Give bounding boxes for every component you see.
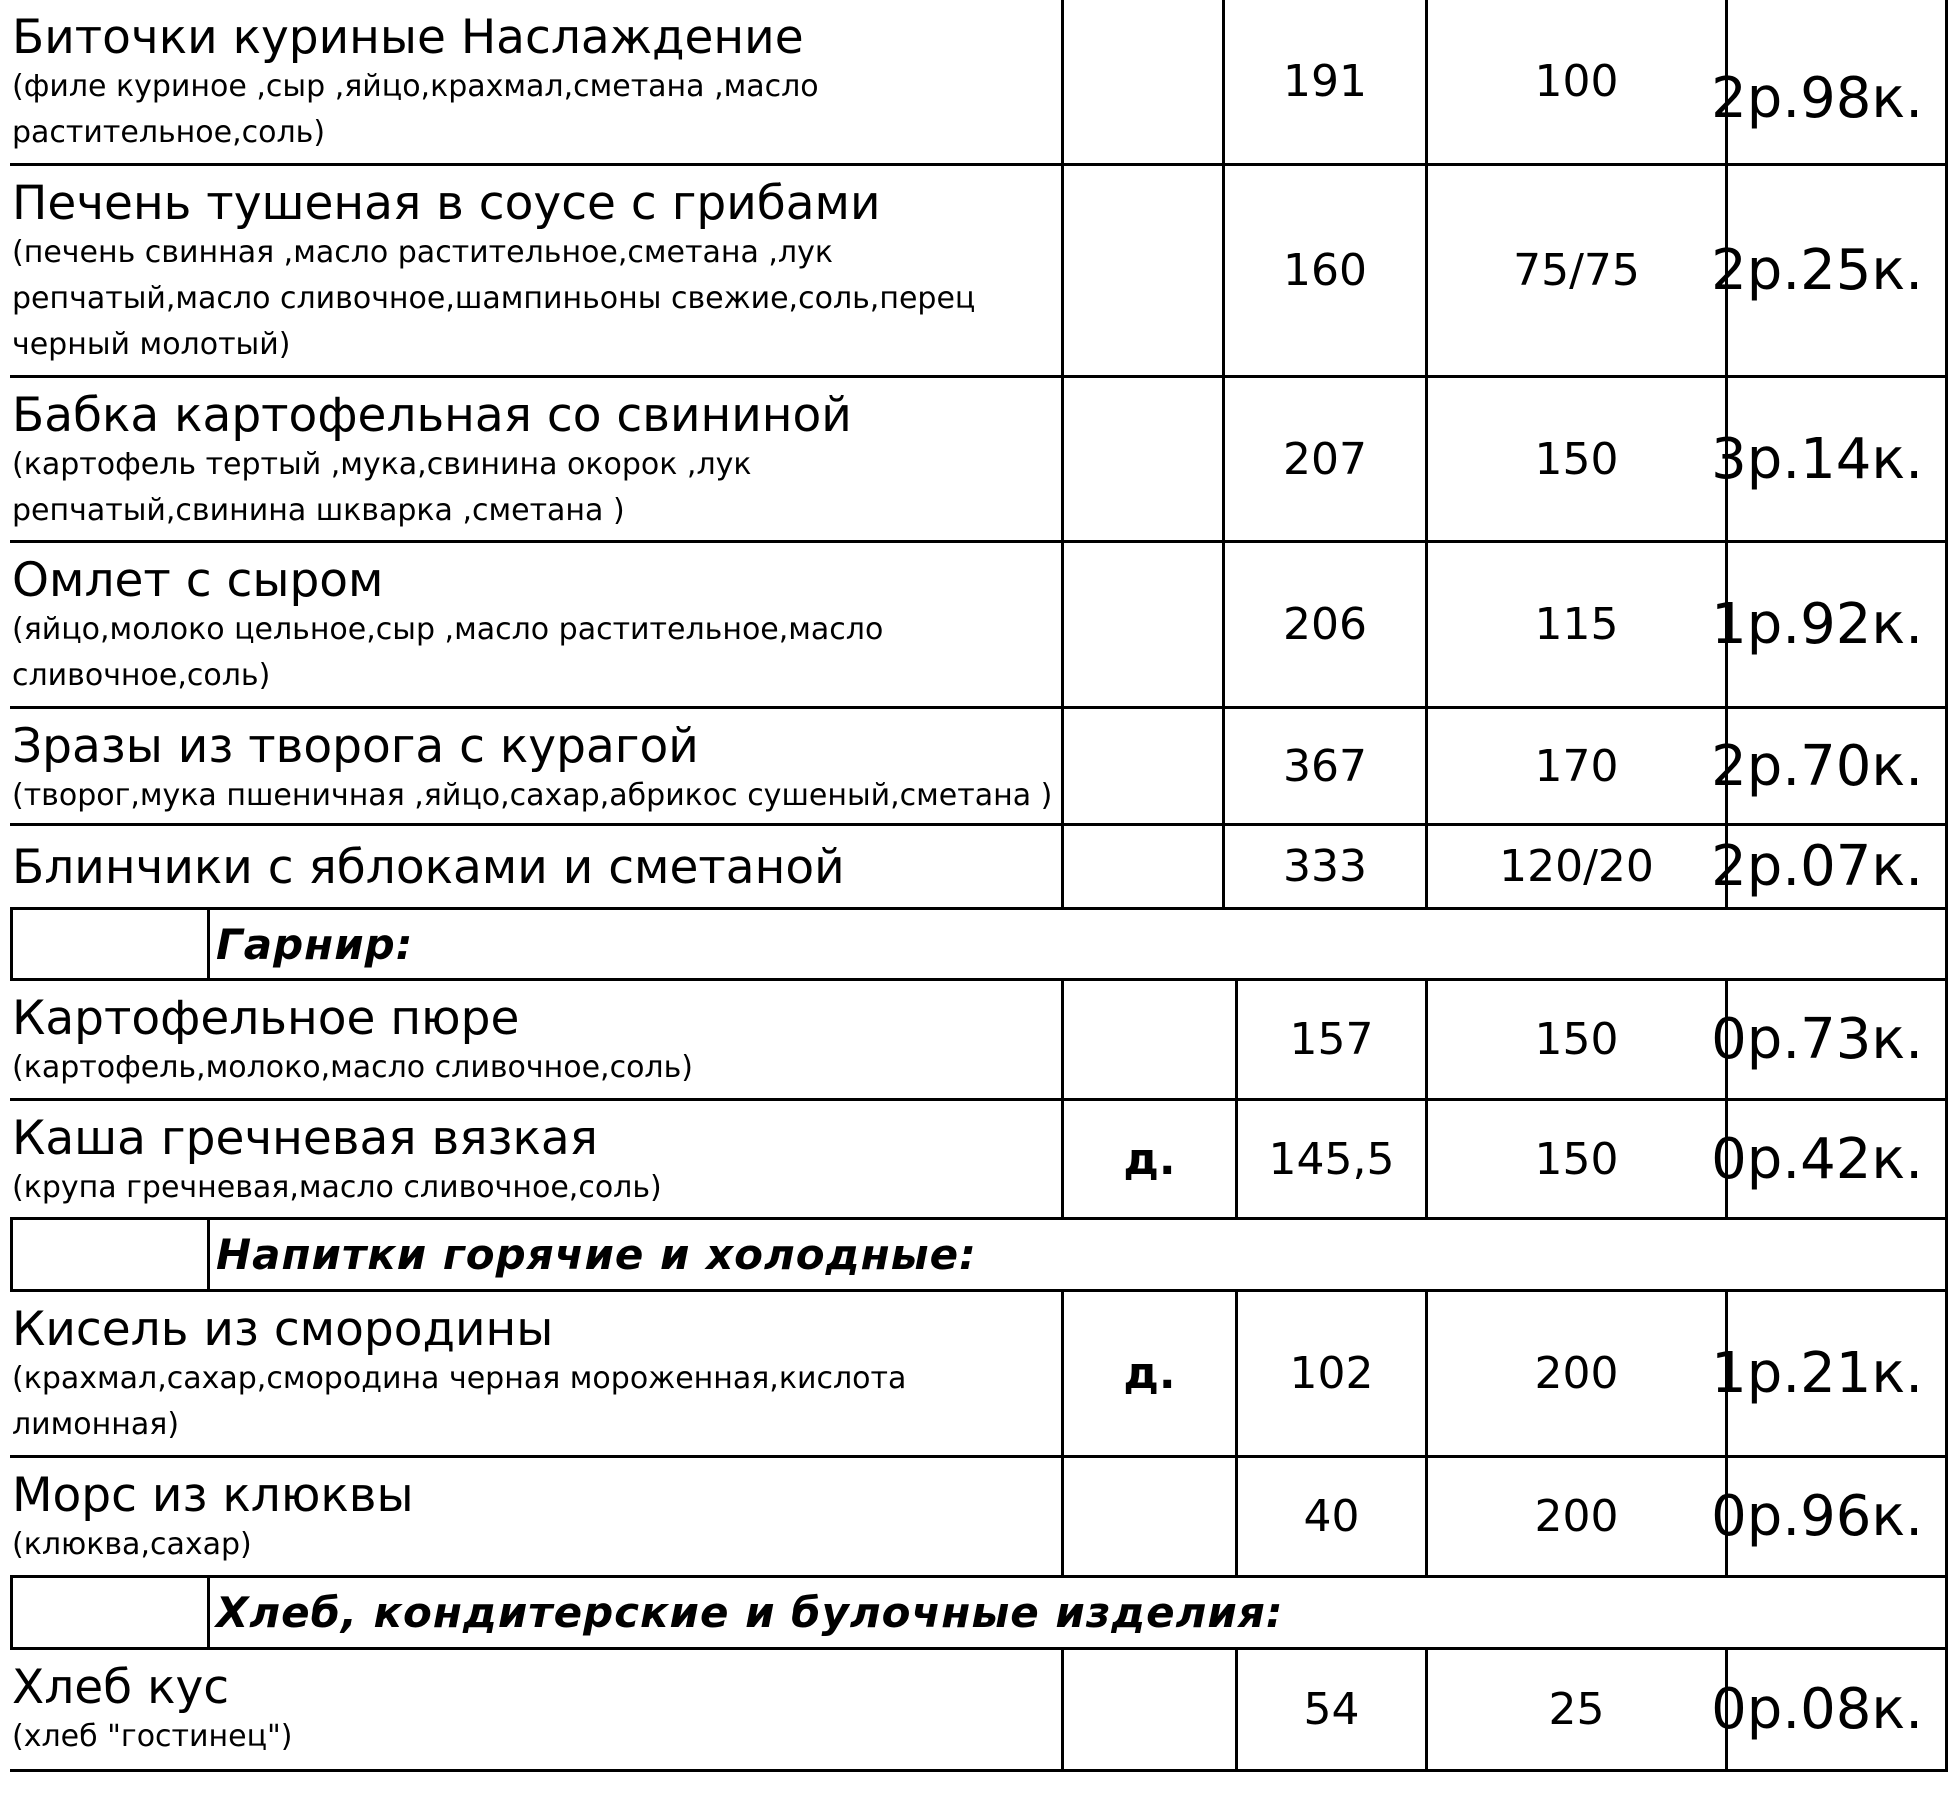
calories: 40 xyxy=(1238,1458,1428,1575)
section-spacer xyxy=(10,1220,210,1289)
weight: 100 xyxy=(1428,0,1728,163)
calories: 54 xyxy=(1238,1650,1428,1769)
dish-name: Омлет с сыром xyxy=(12,553,384,608)
section-title: Хлеб, кондитерские и булочные изделия: xyxy=(216,1588,1284,1637)
dish-ingredients: (картофель,молоко,масло сливочное,соль) xyxy=(12,1050,693,1085)
diet-mark xyxy=(1064,166,1225,375)
dish-ingredients: (картофель тертый ,мука,свинина окорок ,лук репчатый,свинина шкварка ,сметана ) xyxy=(12,447,752,528)
price: 3р.14к. xyxy=(1728,378,1948,540)
dish-name: Картофельное пюре xyxy=(12,991,520,1046)
price: 2р.07к. xyxy=(1728,826,1948,907)
diet-mark xyxy=(1064,826,1225,907)
dish-ingredients: (печень свинная ,масло растительное,сметана ,лук репчатый,масло сливочное,шампиньоны свежие,соль,перец черный молотый) xyxy=(12,235,976,362)
weight: 170 xyxy=(1428,709,1728,823)
calories: 207 xyxy=(1225,378,1428,540)
price: 2р.25к. xyxy=(1728,166,1948,375)
dish-ingredients: (яйцо,молоко цельное,сыр ,масло растительное,масло сливочное,соль) xyxy=(12,612,884,693)
weight: 200 xyxy=(1428,1292,1728,1455)
dish-cell xyxy=(10,1650,1064,1769)
table-row xyxy=(10,166,1948,378)
diet-mark xyxy=(1064,1650,1238,1769)
diet-mark xyxy=(1064,709,1225,823)
weight: 150 xyxy=(1428,378,1728,540)
price: 2р.70к. xyxy=(1728,709,1948,823)
table-row xyxy=(10,826,1948,910)
table-row xyxy=(10,709,1948,826)
weight: 75/75 xyxy=(1428,166,1728,375)
dish-ingredients: (хлеб "гостинец") xyxy=(12,1719,293,1754)
menu-table xyxy=(10,0,1948,1772)
weight: 115 xyxy=(1428,543,1728,706)
price: 0р.42к. xyxy=(1728,1101,1948,1217)
dish-name: Морс из клюквы xyxy=(12,1468,414,1523)
dish-name: Кисель из смородины xyxy=(12,1302,554,1357)
section-header-bread xyxy=(10,1578,1948,1650)
table-row xyxy=(10,1101,1948,1220)
weight: 150 xyxy=(1428,1101,1728,1217)
diet-mark xyxy=(1064,543,1225,706)
calories: 102 xyxy=(1238,1292,1428,1455)
section-spacer xyxy=(10,1578,210,1647)
dish-name: Каша гречневая вязкая xyxy=(12,1111,598,1166)
table-row xyxy=(10,1650,1948,1772)
dish-cell xyxy=(10,1101,1064,1217)
dish-name: Хлеб кус xyxy=(12,1660,230,1715)
price: 0р.73к. xyxy=(1728,981,1948,1098)
dish-ingredients: (крупа гречневая,масло сливочное,соль) xyxy=(12,1170,662,1205)
calories: 157 xyxy=(1238,981,1428,1098)
dish-name: Зразы из творога с курагой xyxy=(12,719,699,774)
weight: 150 xyxy=(1428,981,1728,1098)
price: 0р.96к. xyxy=(1728,1458,1948,1575)
table-row xyxy=(10,0,1948,166)
price: 1р.92к. xyxy=(1728,543,1948,706)
price: 0р.08к. xyxy=(1728,1650,1948,1769)
diet-mark: д. xyxy=(1064,1101,1238,1217)
calories: 367 xyxy=(1225,709,1428,823)
weight: 200 xyxy=(1428,1458,1728,1575)
diet-mark: д. xyxy=(1064,1292,1238,1455)
table-row xyxy=(10,1458,1948,1578)
diet-mark xyxy=(1064,0,1225,163)
table-row xyxy=(10,981,1948,1101)
section-header-drinks xyxy=(10,1220,1948,1292)
calories: 333 xyxy=(1225,826,1428,907)
dish-cell xyxy=(10,1458,1064,1575)
table-row xyxy=(10,378,1948,543)
dish-cell xyxy=(10,0,1064,163)
price: 1р.21к. xyxy=(1728,1292,1948,1455)
dish-cell xyxy=(10,826,1064,907)
section-title: Напитки горячие и холодные: xyxy=(216,1230,977,1279)
section-header-garnish xyxy=(10,910,1948,981)
dish-ingredients: (крахмал,сахар,смородина черная мороженная,кислота лимонная) xyxy=(12,1361,907,1442)
calories: 206 xyxy=(1225,543,1428,706)
calories: 191 xyxy=(1225,0,1428,163)
diet-mark xyxy=(1064,378,1225,540)
table-row xyxy=(10,1292,1948,1458)
dish-cell xyxy=(10,981,1064,1098)
dish-name: Бабка картофельная со свининой xyxy=(12,388,852,443)
calories: 160 xyxy=(1225,166,1428,375)
table-row xyxy=(10,543,1948,709)
dish-name: Блинчики с яблоками и сметаной xyxy=(12,840,845,895)
section-title: Гарнир: xyxy=(216,919,414,969)
diet-mark xyxy=(1064,1458,1238,1575)
dish-name: Биточки куриные Наслаждение xyxy=(12,10,804,65)
section-spacer xyxy=(10,910,210,978)
weight: 120/20 xyxy=(1428,826,1728,907)
dish-name: Печень тушеная в соусе с грибами xyxy=(12,176,881,231)
dish-cell xyxy=(10,543,1064,706)
price: 2р.98к. xyxy=(1728,0,1948,163)
dish-ingredients: (клюква,сахар) xyxy=(12,1527,252,1562)
weight: 25 xyxy=(1428,1650,1728,1769)
dish-ingredients: (творог,мука пшеничная ,яйцо,сахар,абрикос сушеный,сметана ) xyxy=(12,778,1053,813)
diet-mark xyxy=(1064,981,1238,1098)
dish-cell xyxy=(10,166,1064,375)
calories: 145,5 xyxy=(1238,1101,1428,1217)
dish-cell xyxy=(10,378,1064,540)
dish-cell xyxy=(10,1292,1064,1455)
dish-cell xyxy=(10,709,1064,823)
dish-ingredients: (филе куриное ,сыр ,яйцо,крахмал,сметана ,масло растительное,соль) xyxy=(12,69,819,150)
